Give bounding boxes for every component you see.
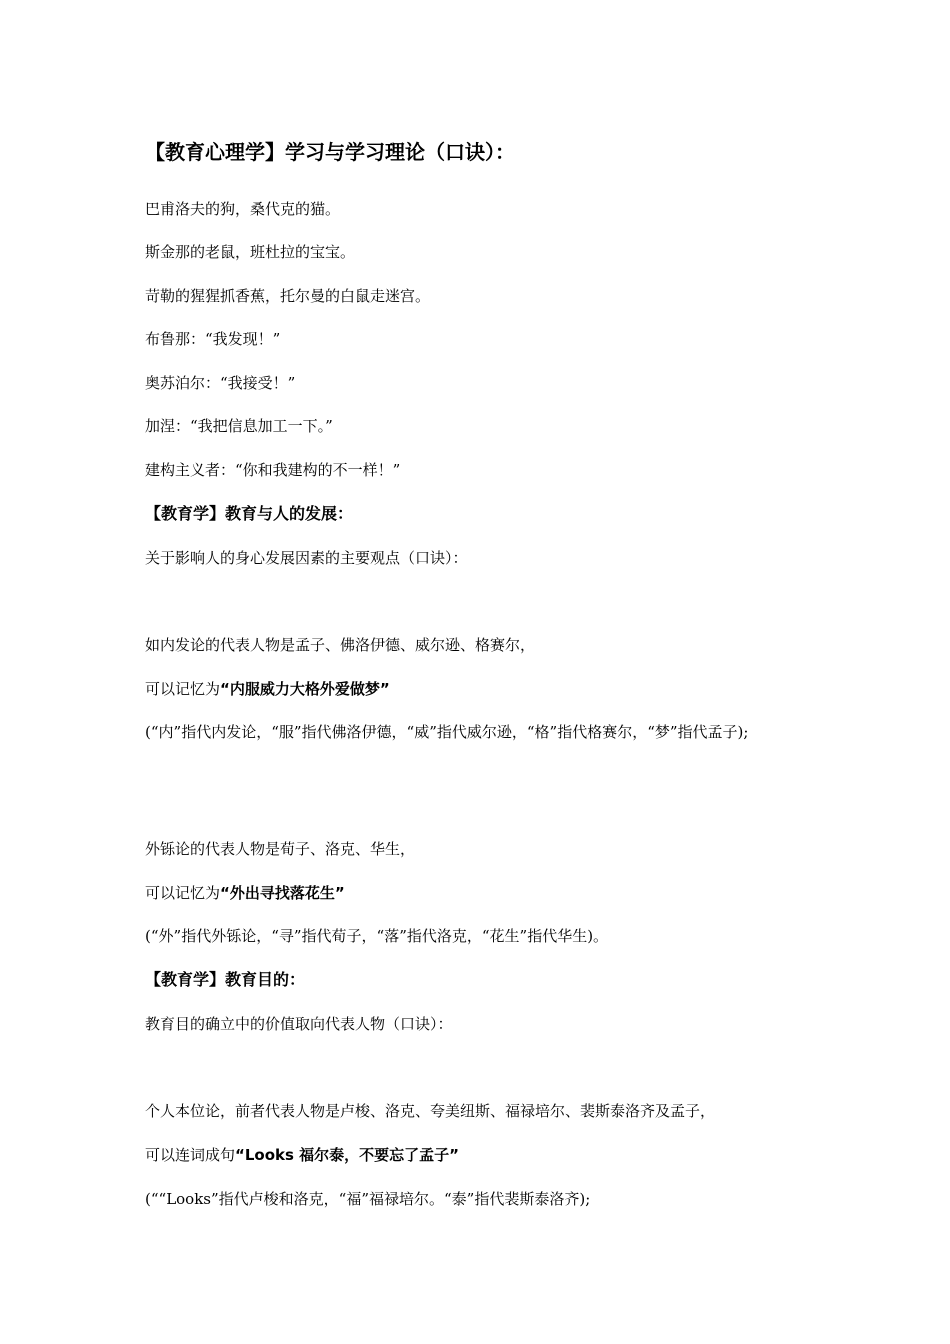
individual-line: 个人本位论，前者代表人物是卢梭、洛克、夸美纽斯、福禄培尔、裴斯泰洛齐及孟子，: [145, 1102, 716, 1120]
mnemonic-line-5: 奥苏泊尔：“我接受！”: [145, 374, 296, 392]
aims-intro: 教育目的确立中的价值取向代表人物（口诀）：: [145, 1015, 453, 1033]
nativism-mnemonic: “内服威力大格外爱做梦”: [220, 680, 390, 698]
environmentalism-mnemonic: “外出寻找落花生”: [220, 884, 345, 902]
mnemonic-prefix: 可以连词成句: [145, 1146, 236, 1164]
nativism-mnemonic-row: [145, 679, 390, 699]
mnemonic-prefix: 可以记忆为: [145, 680, 221, 698]
individual-mnemonic: “Looks 福尔泰，不要忘了孟子”: [235, 1146, 460, 1164]
mnemonic-line-1: 巴甫洛夫的狗，桑代克的猫。: [145, 200, 341, 218]
heading-aims: 【教育学】教育目的：: [145, 970, 306, 989]
nativism-explanation: (“内”指代内发论，“服”指代佛洛伊德，“威”指代威尔逊，“格”指代格赛尔，“梦”指代孟子);: [145, 723, 749, 741]
mnemonic-prefix: 可以记忆为: [145, 884, 221, 902]
mnemonic-line-3: 苛勒的猩猩抓香蕉，托尔曼的白鼠走迷宫。: [145, 287, 431, 305]
heading-psychology: 【教育心理学】学习与学习理论（口诀）：: [145, 140, 515, 164]
mnemonic-line-6: 加涅：“我把信息加工一下。”: [145, 417, 333, 435]
mnemonic-line-2: 斯金那的老鼠，班杜拉的宝宝。: [145, 243, 356, 261]
development-intro: 关于影响人的身心发展因素的主要观点（口诀）：: [145, 549, 468, 567]
individual-explanation: (““Looks”指代卢梭和洛克，“福”福禄培尔。“泰”指代裴斯泰洛齐);: [145, 1190, 591, 1208]
mnemonic-line-4: 布鲁那：“我发现！”: [145, 330, 281, 348]
mnemonic-line-7: 建构主义者：“你和我建构的不一样！”: [145, 461, 401, 479]
heading-development: 【教育学】教育与人的发展：: [145, 504, 354, 523]
nativism-line: 如内发论的代表人物是孟子、佛洛伊德、威尔逊、格赛尔，: [145, 636, 536, 654]
environmentalism-line: 外铄论的代表人物是荀子、洛克、华生，: [145, 840, 416, 858]
environmentalism-explanation: (“外”指代外铄论，“寻”指代荀子，“落”指代洛克，“花生”指代华生)。: [145, 927, 609, 945]
individual-mnemonic-row: [145, 1145, 459, 1165]
environmentalism-mnemonic-row: [145, 883, 345, 903]
